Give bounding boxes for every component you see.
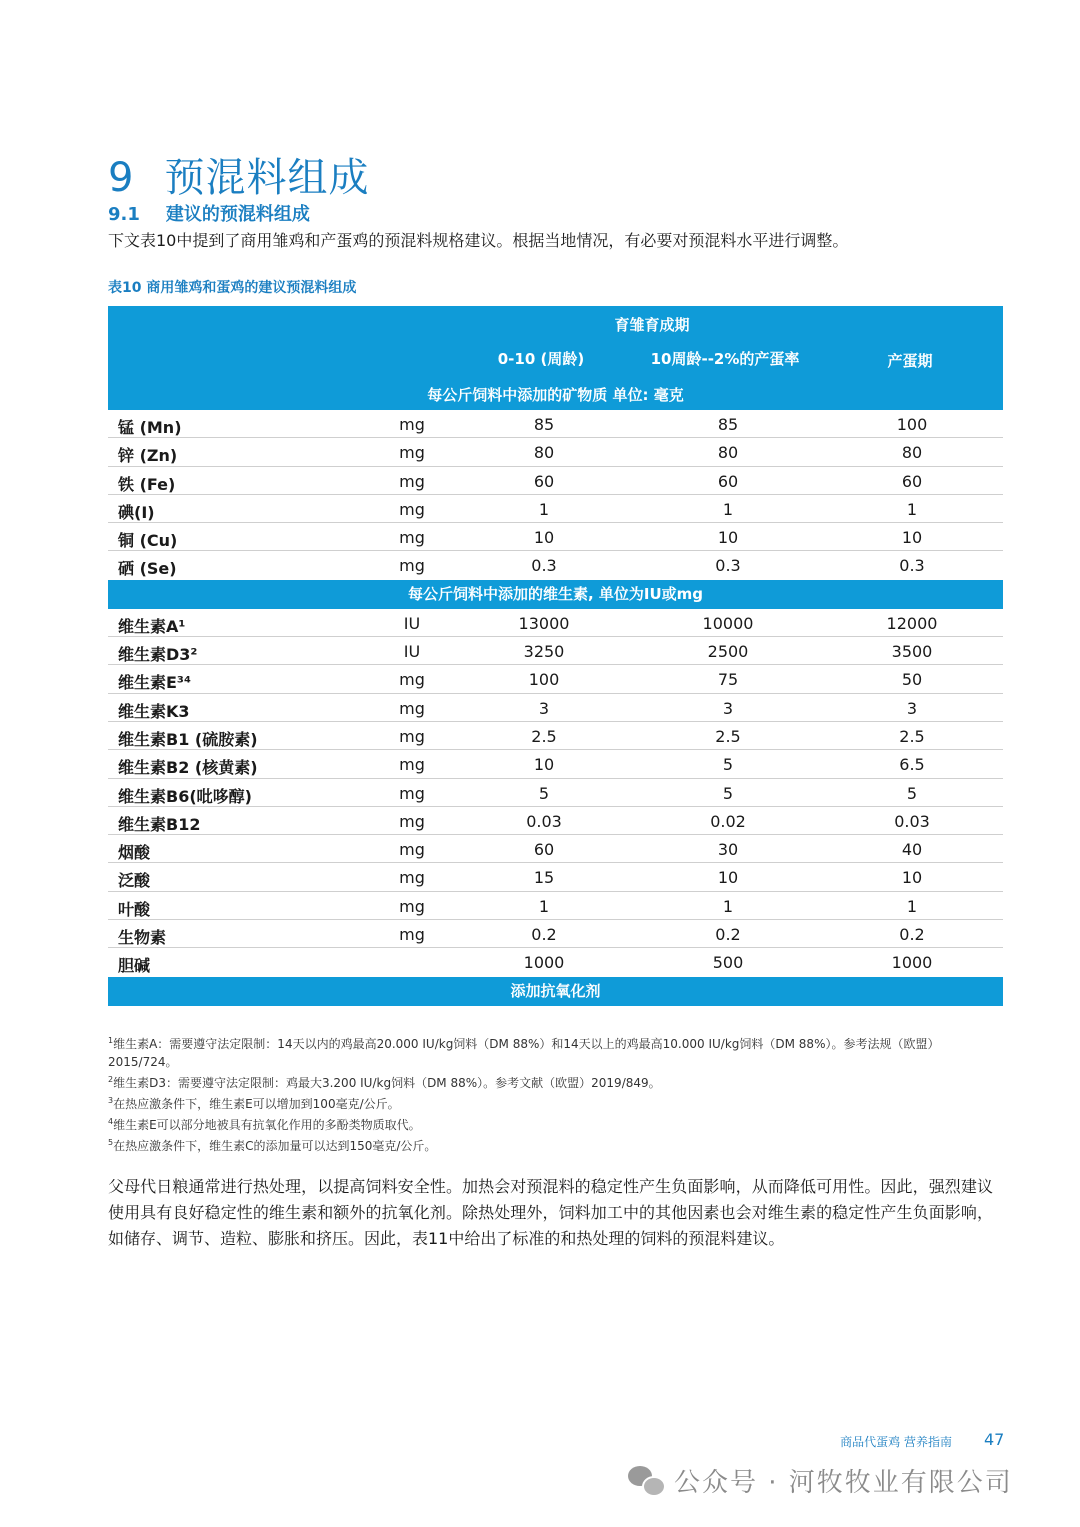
row-unit: mg <box>399 556 425 576</box>
row-value-3: 10 <box>901 528 923 548</box>
row-value-2: 10 <box>717 868 739 888</box>
row-name: 维生素B2 (核黄素) <box>118 758 258 778</box>
footer-doc-title: 商品代蛋鸡 营养指南 <box>840 1435 952 1449</box>
row-value-3: 5 <box>906 783 918 803</box>
row-value-3: 3 <box>906 698 918 718</box>
footnote-text: 在热应激条件下，维生素E可以增加到100毫克/公斤。 <box>113 1097 400 1111</box>
intro-paragraph: 下文表10中提到了商用雏鸡和产蛋鸡的预混料规格建议。根据当地情况，有必要对预混料水平进行调整。 <box>108 231 849 250</box>
row-name: 维生素A¹ <box>118 616 186 636</box>
row-value-2: 0.3 <box>715 556 741 576</box>
row-value-1: 1000 <box>523 953 565 973</box>
page-number: 47 <box>984 1430 1005 1449</box>
footnote-mark: 3 <box>108 1096 114 1105</box>
row-name: 泛酸 <box>118 871 151 891</box>
row-unit: mg <box>399 783 425 803</box>
row-value-2: 5 <box>722 783 734 803</box>
header-col1: 0-10 (周龄) <box>497 350 585 368</box>
row-value-1: 5 <box>538 783 550 803</box>
table-caption: 表10 商用雏鸡和蛋鸡的建议预混料组成 <box>108 280 357 296</box>
row-value-1: 0.03 <box>526 811 562 831</box>
mineral-rows <box>108 410 1003 580</box>
row-value-1: 10 <box>533 755 555 775</box>
section-title-text: 建议的预混料组成 <box>165 204 310 225</box>
table-row <box>108 694 1003 722</box>
row-name: 叶酸 <box>118 899 151 919</box>
footnote-mark: 5 <box>108 1138 114 1147</box>
row-name: 铁 (Fe) <box>118 474 176 494</box>
row-value-2: 3 <box>722 698 734 718</box>
row-name: 胆碱 <box>118 956 151 976</box>
header-col2: 10周龄--2%的产蛋率 <box>650 350 800 368</box>
footnote-mark: 4 <box>108 1117 114 1126</box>
table-row <box>108 523 1003 551</box>
footnote-text: 维生素E可以部分地被具有抗氧化作用的多酚类物质取代。 <box>113 1118 421 1132</box>
row-value-3: 0.3 <box>899 556 925 576</box>
wechat-icon <box>628 1466 664 1496</box>
row-value-1: 3250 <box>523 642 565 662</box>
header-col3: 产蛋期 <box>887 352 933 370</box>
row-unit: mg <box>399 528 425 548</box>
row-value-2: 500 <box>712 953 744 973</box>
row-value-2: 1 <box>722 896 734 916</box>
table-row <box>108 779 1003 807</box>
antioxidant-band: 添加抗氧化剂 <box>108 977 1003 1006</box>
vitamins-band: 每公斤饲料中添加的维生素, 单位为IU或mg <box>108 580 1003 609</box>
row-value-2: 0.2 <box>715 925 741 945</box>
row-unit: mg <box>399 499 425 519</box>
row-value-1: 0.2 <box>531 925 557 945</box>
row-value-3: 1 <box>906 499 918 519</box>
footnote-mark: 1 <box>108 1036 114 1045</box>
footnote-text: 维生素D3：需要遵守法定限制：鸡最大3.200 IU/kg饲料（DM 88%）。参考文献（欧盟）2019/849。 <box>113 1076 661 1090</box>
row-value-2: 85 <box>717 415 739 434</box>
row-value-2: 1 <box>722 499 734 519</box>
row-unit: mg <box>399 925 425 945</box>
section-title <box>108 200 310 226</box>
row-name: 维生素B1 (硫胺素) <box>118 729 258 749</box>
footnote-1 <box>108 1032 988 1071</box>
row-unit: IU <box>403 642 421 662</box>
row-value-3: 12000 <box>886 613 938 633</box>
chapter-title-text: 预混料组成 <box>164 155 370 201</box>
table-row <box>108 892 1003 920</box>
row-value-2: 0.02 <box>710 811 746 831</box>
row-name: 维生素E³⁴ <box>118 673 191 693</box>
vitamin-rows <box>108 609 1003 977</box>
row-name: 维生素D3² <box>118 645 198 665</box>
row-value-2: 10 <box>717 528 739 548</box>
table-row <box>108 807 1003 835</box>
header-minerals-band: 每公斤饲料中添加的矿物质 单位: 毫克 <box>427 386 684 404</box>
row-unit: mg <box>399 896 425 916</box>
row-value-1: 10 <box>533 528 555 548</box>
row-value-3: 60 <box>901 471 923 491</box>
row-unit: mg <box>399 471 425 491</box>
row-value-3: 10 <box>901 868 923 888</box>
row-value-3: 2.5 <box>899 726 925 746</box>
row-value-1: 15 <box>533 868 555 888</box>
row-name: 烟酸 <box>118 843 151 863</box>
row-name: 维生素K3 <box>118 701 190 721</box>
row-value-1: 60 <box>533 471 555 491</box>
row-name: 维生素B12 <box>118 814 201 834</box>
footnote-3 <box>108 1092 988 1113</box>
row-value-1: 2.5 <box>531 726 557 746</box>
row-value-1: 1 <box>538 896 550 916</box>
row-unit: mg <box>399 443 425 463</box>
row-value-1: 13000 <box>518 613 570 633</box>
table-row <box>108 551 1003 579</box>
row-value-3: 6.5 <box>899 755 925 775</box>
row-unit: mg <box>399 670 425 690</box>
row-value-3: 0.03 <box>894 811 930 831</box>
table-row <box>108 750 1003 778</box>
row-value-2: 60 <box>717 471 739 491</box>
row-value-3: 0.2 <box>899 925 925 945</box>
row-unit: mg <box>399 755 425 775</box>
row-unit: mg <box>399 698 425 718</box>
table-row <box>108 438 1003 466</box>
footnote-mark: 2 <box>108 1075 114 1084</box>
body-paragraph: 父母代日粮通常进行热处理，以提高饲料安全性。加热会对预混料的稳定性产生负面影响，从而降低可用性。因此，强烈建议使用具有良好稳定性的维生素和额外的抗氧化剂。除热处理外，饲料加工中的其他因素也会对维生素的稳定性产生负面影响，如储存、调节、造粒、膨胀和挤压。因此，表11中给出了标准的和热处理的饲料的预混料建议。 <box>108 1177 993 1248</box>
row-value-3: 80 <box>901 443 923 463</box>
row-value-1: 3 <box>538 698 550 718</box>
row-unit: mg <box>399 726 425 746</box>
row-value-2: 30 <box>717 840 739 860</box>
row-name: 铜 (Cu) <box>118 531 178 551</box>
footnotes <box>108 1032 988 1155</box>
row-value-3: 100 <box>896 415 928 434</box>
row-name: 硒 (Se) <box>118 559 177 579</box>
row-value-2: 10000 <box>702 613 754 633</box>
section-number: 9.1 <box>108 204 140 225</box>
table-row <box>108 948 1003 976</box>
row-unit: mg <box>399 415 425 434</box>
row-unit: mg <box>399 868 425 888</box>
row-unit: mg <box>399 840 425 860</box>
row-unit: IU <box>403 613 421 633</box>
row-name: 碘(I) <box>118 502 155 522</box>
table-row <box>108 722 1003 750</box>
table-row <box>108 835 1003 863</box>
row-value-1: 85 <box>533 415 555 434</box>
table-row <box>108 665 1003 693</box>
row-value-3: 1000 <box>891 953 933 973</box>
header-phase: 育雏育成期 <box>614 316 690 334</box>
row-value-2: 75 <box>717 670 739 690</box>
row-value-2: 80 <box>717 443 739 463</box>
row-value-3: 3500 <box>891 642 933 662</box>
table-row <box>108 410 1003 438</box>
chapter-title <box>108 146 369 203</box>
table-row <box>108 609 1003 637</box>
row-value-1: 60 <box>533 840 555 860</box>
table-row <box>108 637 1003 665</box>
row-value-3: 1 <box>906 896 918 916</box>
row-name: 锌 (Zn) <box>118 446 178 466</box>
footnote-4 <box>108 1113 988 1134</box>
watermark <box>628 1462 1013 1499</box>
row-unit: mg <box>399 811 425 831</box>
row-name: 锰 (Mn) <box>118 418 182 437</box>
row-value-2: 5 <box>722 755 734 775</box>
watermark-text: 公众号 · 河牧牧业有限公司 <box>674 1468 1013 1498</box>
row-value-1: 1 <box>538 499 550 519</box>
table-row <box>108 467 1003 495</box>
footnote-text: 在热应激条件下，维生素C的添加量可以达到150毫克/公斤。 <box>113 1139 437 1153</box>
row-value-2: 2.5 <box>715 726 741 746</box>
footnote-text: 维生素A：需要遵守法定限制：14天以内的鸡最高20.000 IU/kg饲料（DM 88%）和14天以上的鸡最高10.000 IU/kg饲料（DM 88%）。参考法规（欧盟）2015/724。 <box>108 1037 940 1069</box>
row-name: 维生素B6(吡哆醇) <box>118 786 252 806</box>
premix-table <box>108 306 1003 1006</box>
row-name: 生物素 <box>118 928 167 948</box>
row-value-2: 2500 <box>707 642 749 662</box>
row-value-1: 0.3 <box>531 556 557 576</box>
footnote-5 <box>108 1134 988 1155</box>
row-value-1: 100 <box>528 670 560 690</box>
table-row <box>108 863 1003 891</box>
row-value-1: 80 <box>533 443 555 463</box>
row-value-3: 50 <box>901 670 923 690</box>
table-row <box>108 920 1003 948</box>
chapter-number: 9 <box>108 155 135 201</box>
table-header <box>108 306 1003 410</box>
table-row <box>108 495 1003 523</box>
footnote-2 <box>108 1071 988 1092</box>
row-value-3: 40 <box>901 840 923 860</box>
